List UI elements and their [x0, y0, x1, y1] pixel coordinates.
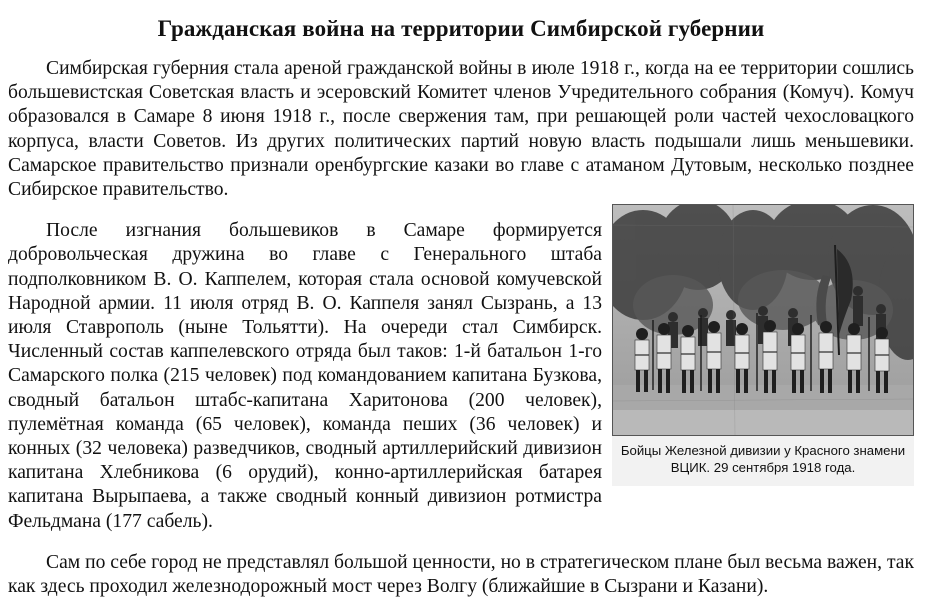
caption-line-2: ВЦИК. 29 сентября 1918 года.: [670, 460, 856, 476]
figure: [612, 204, 914, 486]
document-page: [8, 0, 914, 599]
caption-line-1: Бойцы Железной дивизии у Красного знамени: [620, 443, 906, 459]
paragraph-kappel: После изгнания большевиков в Самаре формируется добровольческая дружина во главе с Генерального штаба подполковником В. О. Каппелем, которая стала основой комучевской Народной армии. 11 июля отряд В. О. Каппеля занял Сызрань, а 13 июля Ставрополь (ныне Тольятти). На очереди стал Симбирск. Численный состав каппелевского отряда был таков: 1-й батальон 1-го Самарского полка (215 человек) под командованием капитана Бузкова, сводный батальон штабс-капитана Харитонова (200 человек), пулемётная команда (65 человек), команда пеших (36 человек) и конных (32 человека) разведчиков, сводный артиллерийский дивизион капитана Хлебникова (6 орудий), конно-артиллерийская батарея капитана Вырыпаева, а также сводный конный дивизион ротмистра Фельдмана (177 сабель).: [8, 220, 602, 532]
paragraph-strategic: Сам по себе город не представлял большой ценности, но в стратегическом плане был весьма важен, так как здесь проходил железнодорожный мост через Волгу (ближайшие в Сызрани и Казани).: [8, 551, 914, 598]
paragraph-intro: Симбирская губерния стала ареной гражданской войны в июле 1918 г., когда на ее территории сошлись большевистская Советская власть и эсеровский Комитет членов Учредительного собрания (Комуч). Комуч образовался в Самаре 8 июня 1918 г., после свержения там, при решающей роли частей чехословацкого корпуса, власти Советов. Из других политических партий новую власть подышали лишь меньшевики. Самарское правительство признали оренбургские казаки во главе с атаманом Дутовым, несколько позднее Сибирское правительство.: [8, 58, 914, 201]
photo-soldiers-with-banner: [612, 204, 914, 436]
document-title: Гражданская война на территории Симбирской губернии: [157, 16, 765, 41]
figure-caption: [612, 436, 914, 486]
